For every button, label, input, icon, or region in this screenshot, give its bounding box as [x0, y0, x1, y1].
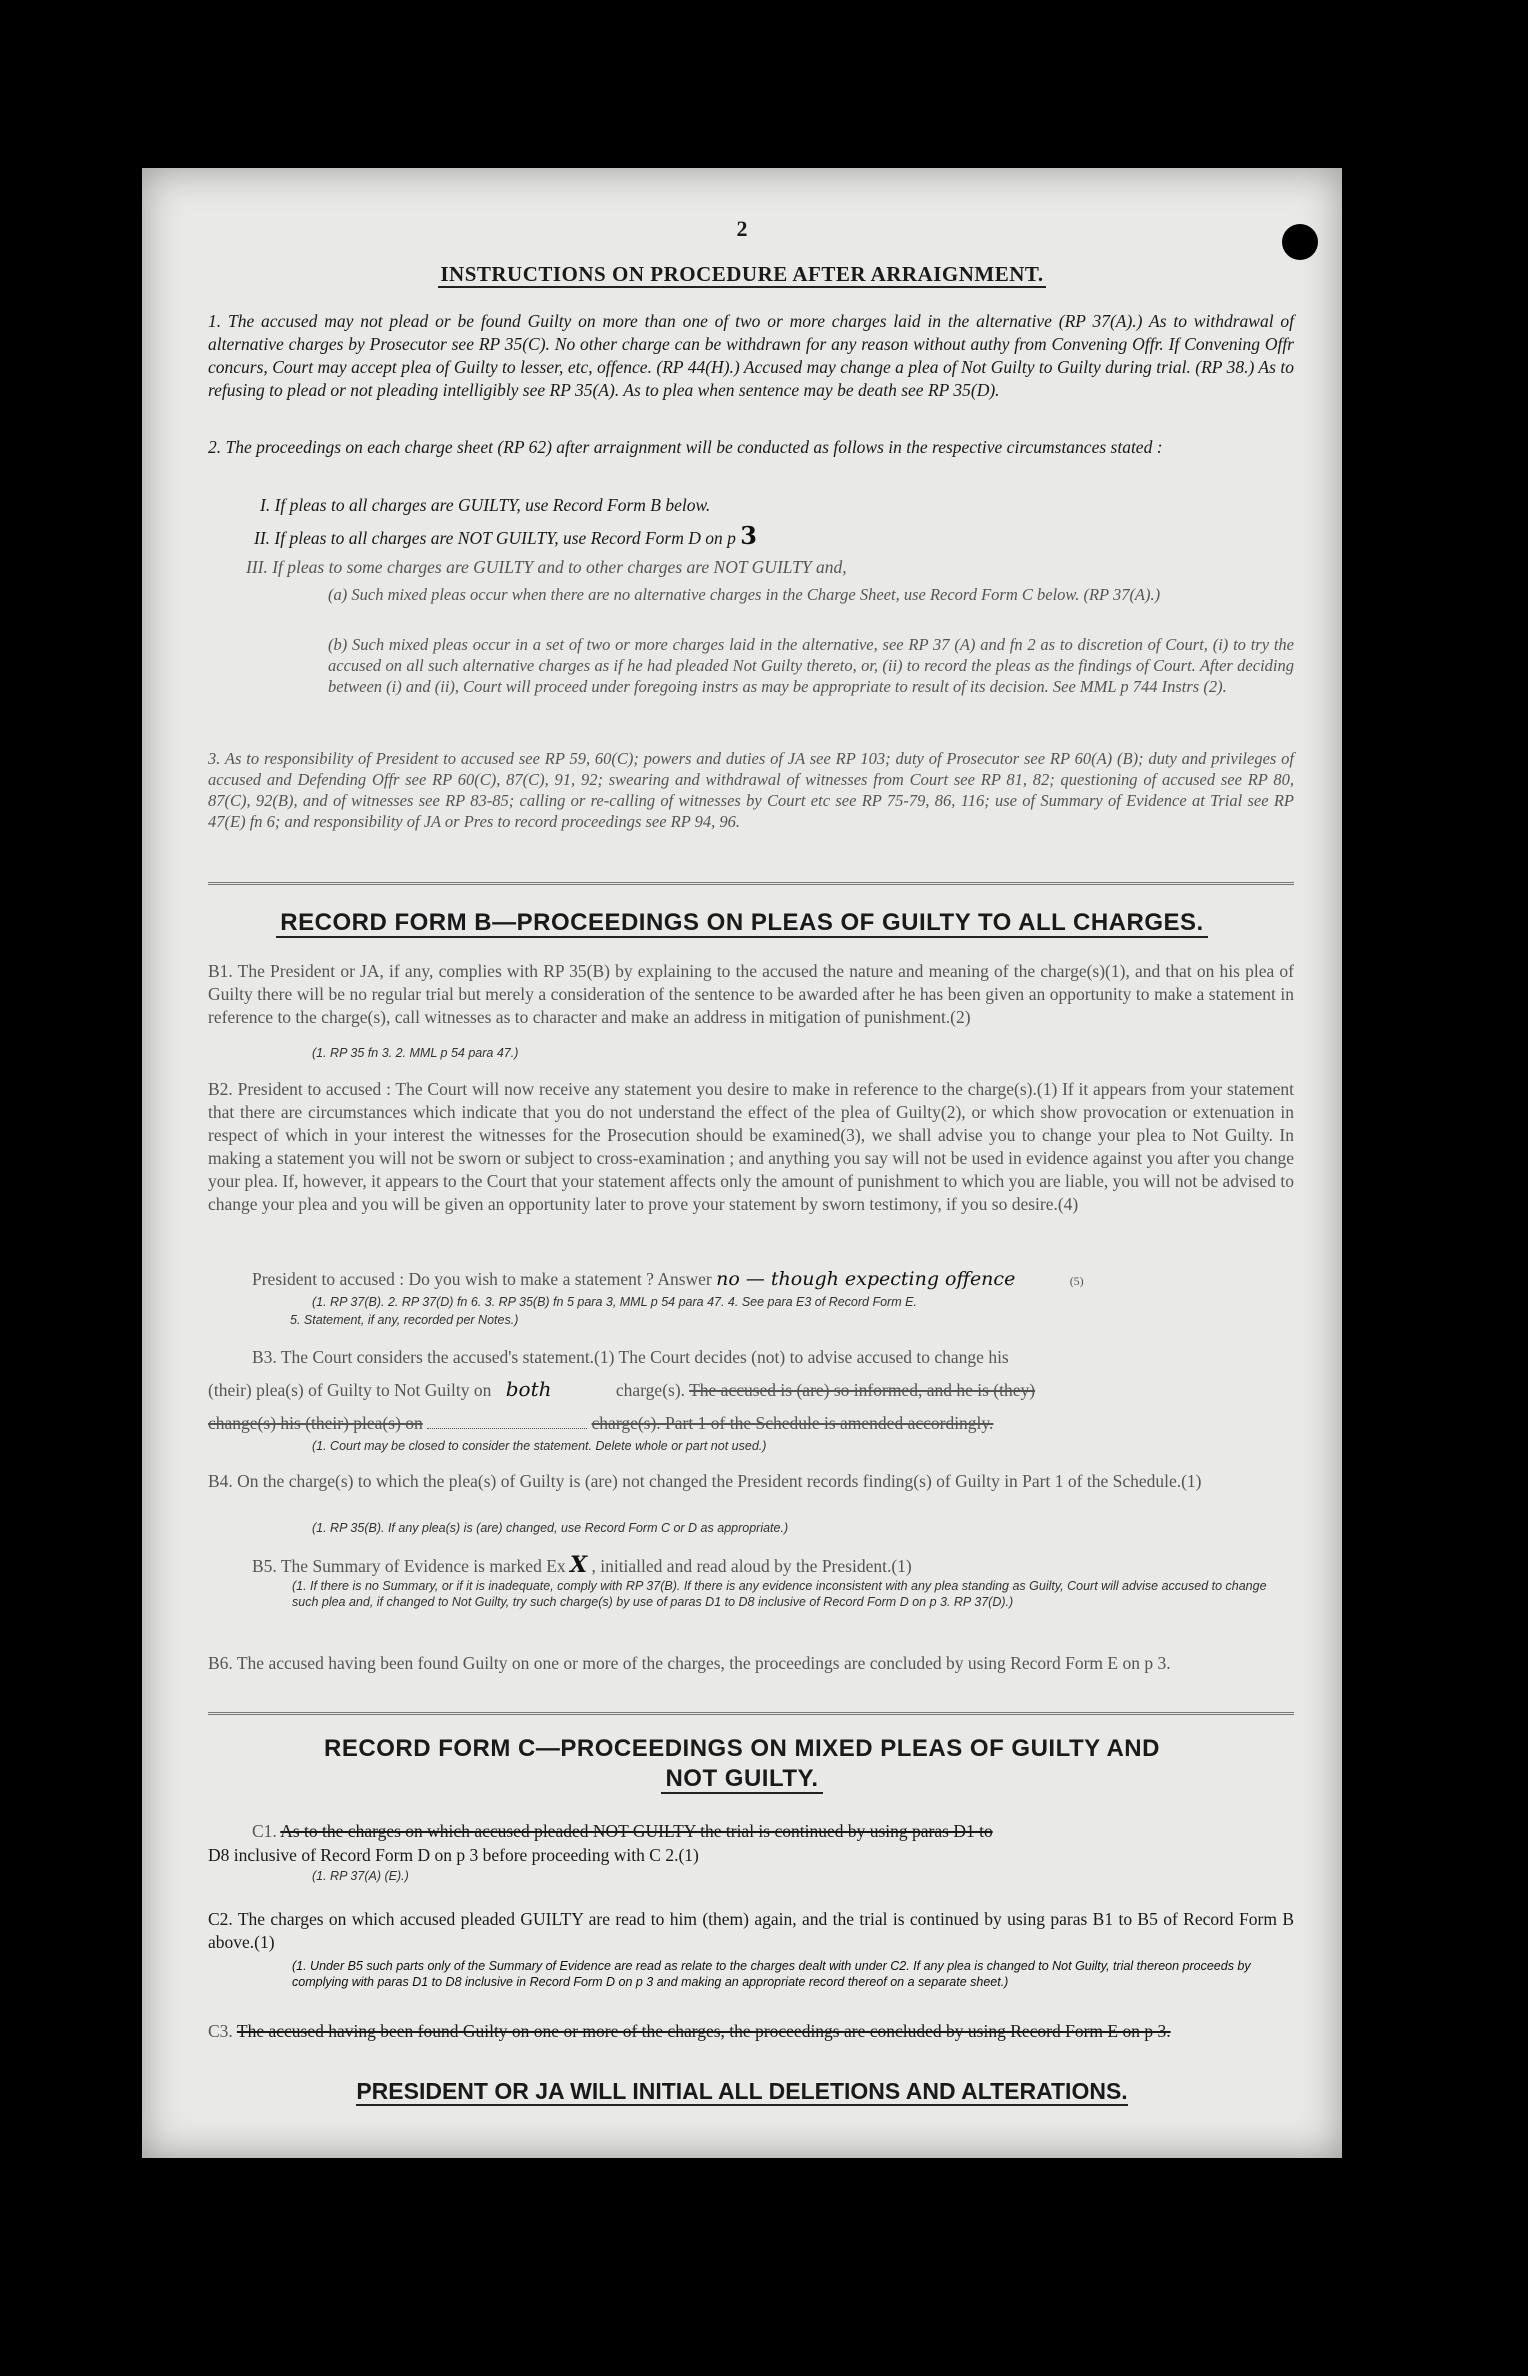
form-c-c2-footnote: (1. Under B5 such parts only of the Summary of Evidence are read as relate to the charges dealt with under C2. If any plea is changed to Not Guilty, trial thereon proceeds by complying with paras D1 to D8 inclusive in Record Form D on p 3 and making an appropriate record thereof on a separate sheet.): [292, 1959, 1251, 1989]
instruction-item-3b: (b) Such mixed pleas occur in a set of two or more charges laid in the alternative, see RP 37 (A) and fn 2 as to discretion of Court, (i) to try the accused on all such alternative charges as if he had pleaded Not Guilty thereto, or, (ii) to record the pleas as the findings of Court. After deciding between (i) and (ii), Court will proceed under foregoing instrs as may be appropriate to result of its decision. See MML p 744 Instrs (2).: [328, 635, 1294, 696]
form-c-c1-footnote: (1. RP 37(A) (E).): [312, 1869, 409, 1883]
instruction-item-3a: (a) Such mixed pleas occur when there are no alternative charges in the Charge Sheet, use Record Form C below. (RP 37(A).): [328, 585, 1161, 604]
instruction-para-1: 1. The accused may not plead or be found Guilty on more than one of two or more charges laid in the alternative (RP 37(A).) As to withdrawal of alternative charges by Prosecutor see RP 35(C). No other charge can be withdrawn for any reason without authy from Convening Offr. If Convening Offr concurs, Court may accept plea of Guilty to lesser, etc, offence. (RP 44(H).) Accused may change a plea of Not Guilty to Guilty during trial. (RP 38.) As to refusing to plead or not pleading intelligibly see RP 35(A). As to plea when sentence may be death see RP 35(D).: [208, 311, 1294, 400]
form-c-para-c2: C2. The charges on which accused pleaded GUILTY are read to him (them) again, and the trial is continued by using paras B1 to B5 of Record Form B above.(1): [208, 1909, 1294, 1952]
form-b-heading: RECORD FORM B—PROCEEDINGS ON PLEAS OF GUILTY TO ALL CHARGES.: [142, 908, 1342, 938]
struck-text: The accused is (are) so informed, and he is (they): [689, 1380, 1036, 1400]
handwritten-both: both: [505, 1377, 552, 1401]
form-b-para-b6: B6. The accused having been found Guilty on one or more of the charges, the proceedings are concluded by using Record Form E on p 3.: [208, 1653, 1171, 1673]
form-b-b2-footnote-2: 5. Statement, if any, recorded per Notes.): [290, 1313, 519, 1327]
instructions-title: INSTRUCTIONS ON PROCEDURE AFTER ARRAIGNMENT.: [440, 262, 1044, 286]
instruction-item-3: III. If pleas to some charges are GUILTY and to other charges are NOT GUILTY and,: [246, 557, 847, 577]
form-b-para-b4: B4. On the charge(s) to which the plea(s) of Guilty is (are) not changed the President records finding(s) of Guilty in Part 1 of the Schedule.(1): [208, 1471, 1202, 1491]
instruction-item-2: II. If pleas to all charges are NOT GUILTY, use Record Form D on p 3: [254, 521, 757, 550]
instruction-para-2: 2. The proceedings on each charge sheet (RP 62) after arraignment will be conducted as follows in the respective circumstances stated :: [208, 437, 1163, 457]
form-c-para-c3: C3. The accused having been found Guilty on one or more of the charges, the proceedings are concluded by using Record Form E on p 3.: [208, 2021, 1171, 2041]
form-c-para-c1: C1. As to the charges on which accused pleaded NOT GUILTY the trial is continued by using paras D1 to: [252, 1821, 993, 1841]
instruction-item-1: I. If pleas to all charges are GUILTY, use Record Form B below.: [260, 495, 711, 515]
form-b-b3-footnote: (1. Court may be closed to consider the statement. Delete whole or part not used.): [312, 1439, 767, 1453]
form-b-b2-footnote-1: (1. RP 37(B). 2. RP 37(D) fn 6. 3. RP 35(B) fn 5 para 3, MML p 54 para 47. 4. See para E3 of Record Form E.: [312, 1295, 917, 1309]
handwritten-exhibit: X: [570, 1552, 588, 1578]
form-b-b5-footnote: (1. If there is no Summary, or if it is inadequate, comply with RP 37(B). If there is any evidence inconsistent with any plea standing as Guilty, Court will advise accused to change such plea and, if changed to Not Guilty, try such charge(s) by use of paras D1 to D8 inclusive of Record Form D on p 3. RP 37(D).): [292, 1579, 1267, 1609]
footer-instruction: PRESIDENT OR JA WILL INITIAL ALL DELETIONS AND ALTERATIONS.: [356, 2078, 1128, 2104]
form-b-para-b2: B2. President to accused : The Court will now receive any statement you desire to make in reference to the charge(s).(1) If it appears from your statement that there are circumstances which indicate that you do not understand the effect of the plea of Guilty(2), or which show provocation or extenuation in respect of which in your interest the witnesses for the Prosecution should be examined(3), we shall advise you to change your plea to Not Guilty. In making a statement you will not be sworn or subject to cross-examination ; and anything you say will not be used in evidence against you after you change your plea. If, however, it appears to the Court that your statement affects only the amount of punishment to which you are liable, you will not be advised to change your plea and you will be given an opportunity later to prove your statement by sworn testimony, if you so desire.(4): [208, 1079, 1294, 1214]
handwritten-answer: no — though expecting offence: [716, 1268, 1016, 1290]
form-c-para-c1-cont: D8 inclusive of Record Form D on p 3 before proceeding with C 2.(1): [208, 1845, 699, 1865]
form-b-para-b5: B5. The Summary of Evidence is marked Ex X , initialled and read aloud by the President.(1): [252, 1552, 912, 1578]
handwritten-page-ref: 3: [740, 521, 757, 550]
form-b-b2-question: President to accused : Do you wish to make a statement ? Answer no — though expecting offence (5): [252, 1268, 1084, 1290]
section-divider: [208, 882, 1294, 885]
form-c-heading: RECORD FORM C—PROCEEDINGS ON MIXED PLEAS OF GUILTY AND NOT GUILTY.: [324, 1735, 1160, 1792]
document-page: [142, 168, 1342, 2158]
form-b-para-b3-line2: (their) plea(s) of Guilty to Not Guilty on both charge(s). The accused is (are) so informed, and he is (they): [208, 1377, 1036, 1401]
form-b-b1-footnote: (1. RP 35 fn 3. 2. MML p 54 para 47.): [312, 1046, 519, 1060]
form-b-para-b3-line1: B3. The Court considers the accused's statement.(1) The Court decides (not) to advise accused to change his: [252, 1347, 1009, 1367]
form-b-b4-footnote: (1. RP 35(B). If any plea(s) is (are) changed, use Record Form C or D as appropriate.): [312, 1521, 789, 1535]
page-number: 2: [736, 216, 748, 241]
form-b-para-b1: B1. The President or JA, if any, complies with RP 35(B) by explaining to the accused the nature and meaning of the charge(s)(1), and that on his plea of Guilty there will be no regular trial but merely a consideration of the sentence to be awarded after he has been given an opportunity to make a statement in reference to the charge(s), call witnesses as to character and make an address in mitigation of punishment.(2): [208, 961, 1294, 1027]
instruction-para-3: 3. As to responsibility of President to accused see RP 59, 60(C); powers and duties of JA see RP 103; duty of Prosecutor see RP 60(A) (B); duty and privileges of accused and Defending Offr see RP 60(C), 87(C), 91, 92; swearing and withdrawal of witnesses from Court see RP 81, 82; questioning of accused see RP 80, 87(C), 92(B), and of witnesses see RP 83-85; calling or re-calling of witnesses by Court etc see RP 75-79, 86, 116; use of Summary of Evidence at Trial see RP 47(E) fn 6; and responsibility of JA or Pres to record proceedings see RP 94, 96.: [208, 749, 1294, 831]
form-b-para-b3-line3: change(s) his (their) plea(s) on charge(s). Part 1 of the Schedule is amended accordingly.: [208, 1413, 994, 1433]
section-divider-2: [208, 1712, 1294, 1715]
